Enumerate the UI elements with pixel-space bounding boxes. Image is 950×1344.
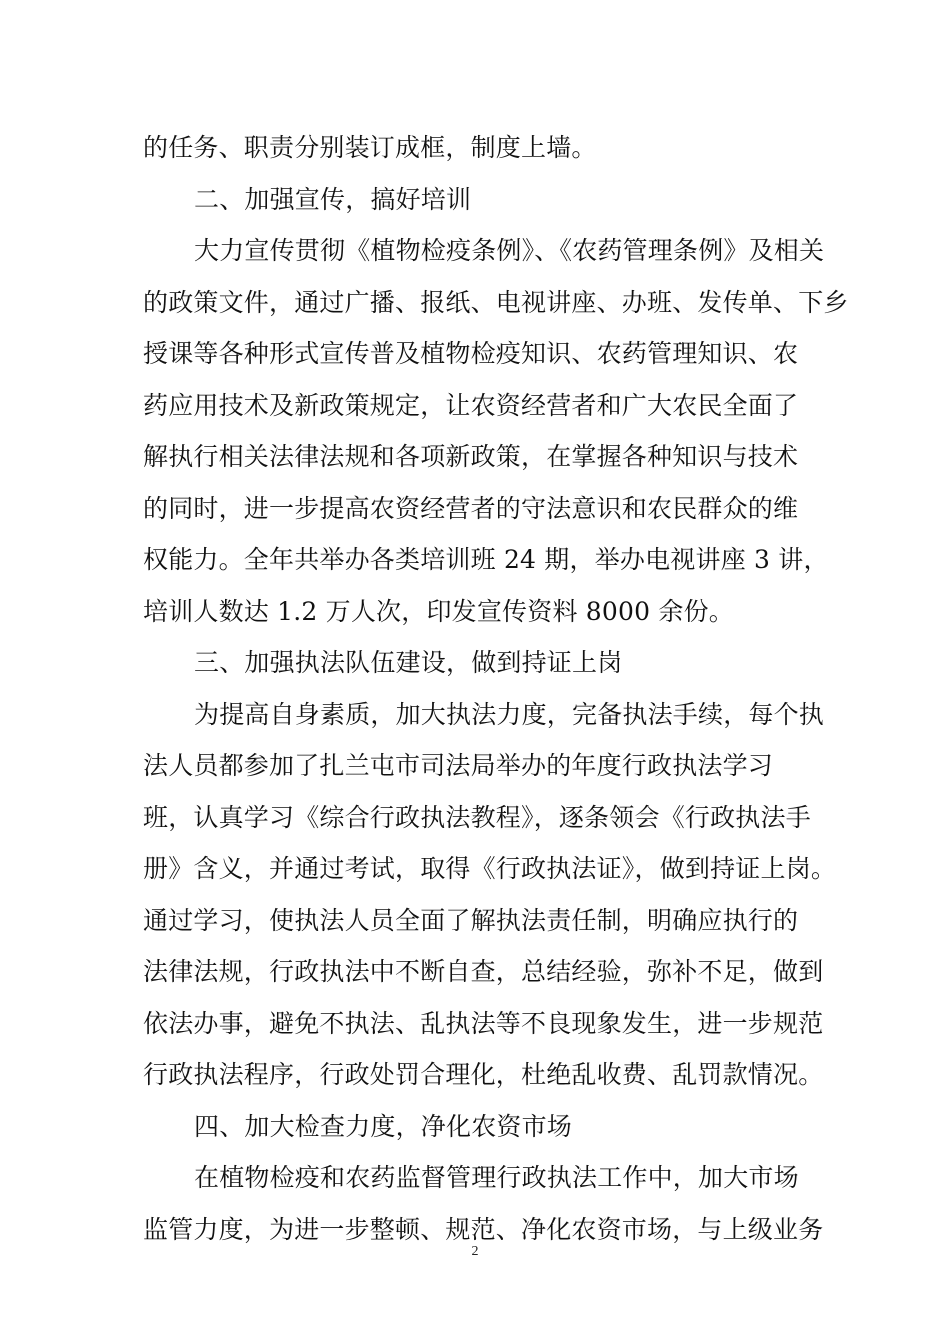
text-line: 法人员都参加了扎兰屯市司法局举办的年度行政执法学习 bbox=[143, 751, 774, 780]
text-line: 的任务、职责分别装订成框，制度上墙。 bbox=[143, 133, 597, 162]
text-line: 为提高自身素质，加大执法力度，完备执法手续，每个执 bbox=[194, 700, 825, 729]
text-line: 大力宣传贯彻《植物检疫条例》、《农药管理条例》及相关 bbox=[194, 236, 825, 265]
text-line: 班，认真学习《综合行政执法教程》，逐条领会《行政执法手 bbox=[143, 803, 811, 832]
text-line: 药应用技术及新政策规定，让农资经营者和广大农民全面了 bbox=[143, 391, 799, 420]
text-line: 依法办事，避免不执法、乱执法等不良现象发生，进一步规范 bbox=[143, 1009, 824, 1038]
text-line: 法律法规，行政执法中不断自查，总结经验，弥补不足，做到 bbox=[143, 957, 824, 986]
text-line: 册》含义，并通过考试，取得《行政执法证》，做到持证上岗。 bbox=[143, 854, 837, 883]
text-line: 通过学习，使执法人员全面了解执法责任制，明确应执行的 bbox=[143, 906, 799, 935]
text-line: 培训人数达 1.2 万人次，印发宣传资料 8000 余份。 bbox=[143, 597, 734, 626]
text-line: 行政执法程序，行政处罚合理化，杜绝乱收费、乱罚款情况。 bbox=[143, 1060, 824, 1089]
text-line: 监管力度，为进一步整顿、规范、净化农资市场，与上级业务 bbox=[143, 1215, 824, 1244]
page-number: 2 bbox=[471, 1244, 479, 1259]
text-line: 授课等各种形式宣传普及植物检疫知识、农药管理知识、农 bbox=[143, 339, 799, 368]
text-line: 的同时，进一步提高农资经营者的守法意识和农民群众的维 bbox=[143, 494, 799, 523]
section-heading: 四、加大检查力度，净化农资市场 bbox=[194, 1112, 573, 1141]
text-line: 在植物检疫和农药监督管理行政执法工作中，加大市场 bbox=[194, 1163, 799, 1192]
text-line: 的政策文件，通过广播、报纸、电视讲座、办班、发传单、下乡 bbox=[143, 288, 849, 317]
section-heading: 二、加强宣传，搞好培训 bbox=[194, 185, 472, 214]
section-heading: 三、加强执法队伍建设，做到持证上岗 bbox=[194, 648, 623, 677]
text-line: 权能力。全年共举办各类培训班 24 期，举办电视讲座 3 讲， bbox=[143, 545, 829, 574]
text-line: 解执行相关法律法规和各项新政策，在掌握各种知识与技术 bbox=[143, 442, 799, 471]
